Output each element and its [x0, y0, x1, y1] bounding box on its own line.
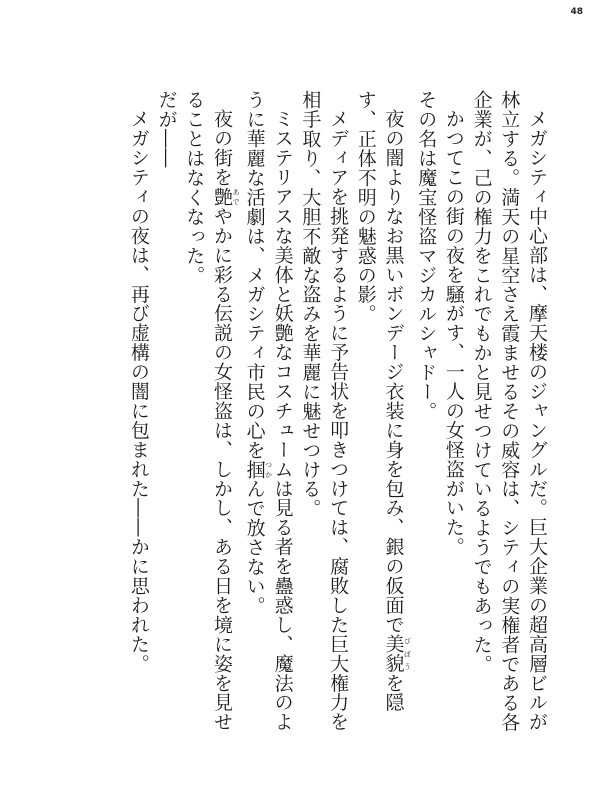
ruby-tsuka-reading: つか	[264, 459, 273, 480]
paragraph-4	[351, 90, 411, 750]
ruby-ade-base: 艶	[210, 186, 233, 207]
paragraph-1: メガシティ中心部は、摩天楼のジャングルだ。巨大企業の超高層ビルが林立する。満天の星空さえ霞ませるその威容は、シティの実権者である各企業が、己の権力をこれでもかと見せつけているようでもあった。	[470, 90, 548, 732]
ruby-biboo-reading: びぼう	[403, 634, 412, 674]
paragraph-4-text-b: を隠す、正体不明の魅惑の影。	[354, 90, 405, 712]
paragraph-5: メディアを挑発するように予告状を叩きつけては、腐敗した巨大権力を相手取り、大胆不敵な盗みを華麗に魅せつける。	[299, 90, 350, 732]
paragraph-3: その名は魔宝怪盗マジカルシャドー。	[415, 90, 438, 421]
paragraph-7	[180, 90, 240, 750]
ruby-tsuka	[243, 459, 273, 480]
ruby-ade-reading: あで	[231, 186, 240, 207]
paragraph-6	[240, 90, 296, 750]
paragraph-7-text-a: 夜の街を	[210, 109, 233, 187]
paragraph-8: だが――	[155, 90, 178, 168]
ruby-ade	[210, 186, 240, 207]
paragraph-4-text-a: 夜の闇よりなお黒いボンデージ衣装に身を包み、銀の仮面で	[382, 109, 405, 635]
page-number: 48	[570, 7, 583, 17]
ruby-biboo	[382, 634, 412, 674]
paragraph-2: かつてこの街の夜を騒がす、一人の女怪盗がいた。	[442, 109, 465, 557]
paragraph-6-text-b: んで放さない。	[243, 479, 266, 616]
paragraph-9: メガシティの夜は、再び虚構の闇に包まれた――かに思われた。	[127, 109, 150, 674]
body-text	[45, 90, 550, 750]
paragraph-7-text-b: やかに彩る伝説の女怪盗は、しかし、ある日を境に姿を見せることはなくなった。	[183, 90, 233, 732]
ruby-biboo-base: 美貌	[382, 634, 405, 674]
paragraph-6-text-a: ミステリアスな美体と妖艶なコスチュームは見る者を蠱惑し、魔法のように華麗な活劇は、メガシティ市民の心を	[243, 90, 294, 732]
ruby-tsuka-base: 掴	[243, 459, 266, 480]
